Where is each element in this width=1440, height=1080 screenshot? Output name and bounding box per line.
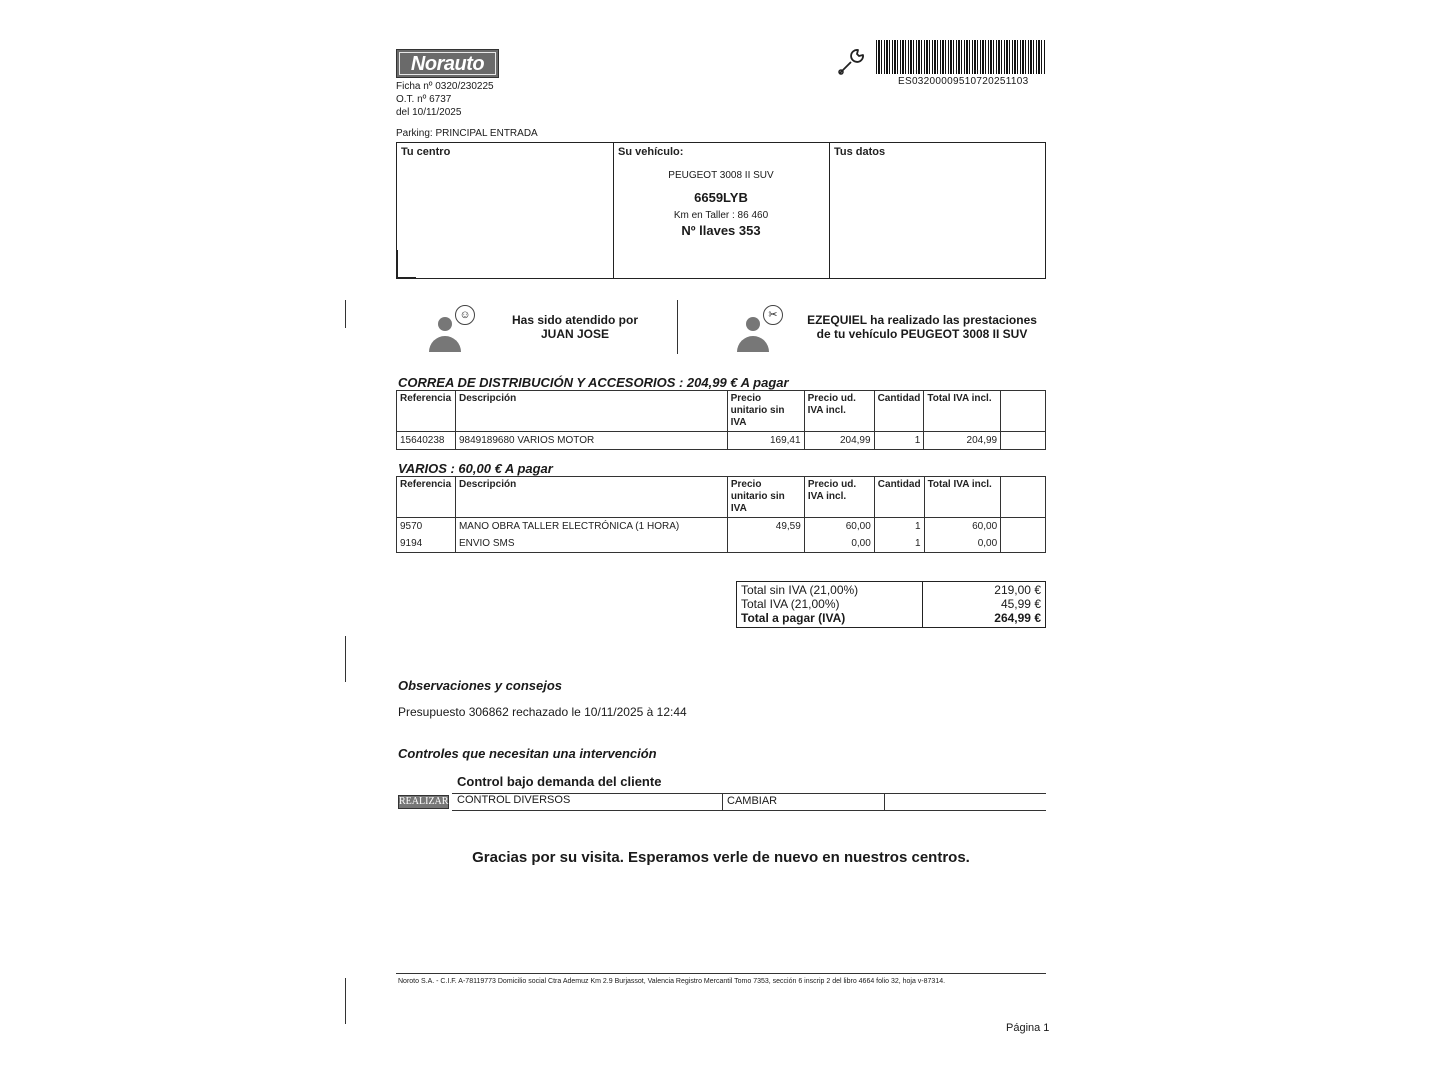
technician-avatar-icon: ✂ xyxy=(736,305,786,355)
controles-subtitle: Control bajo demanda del cliente xyxy=(457,774,662,789)
ficha-number: Ficha nº 0320/230225 xyxy=(396,81,494,92)
attended-text: Has sido atendido por JUAN JOSE xyxy=(511,313,638,341)
col-pui: Precio ud. IVA incl. xyxy=(804,391,874,432)
control-item: CONTROL DIVERSOS xyxy=(457,794,571,806)
totals-box xyxy=(736,581,1046,628)
vehiculo-label: Su vehículo: xyxy=(618,146,684,158)
total-iva-label: Total IVA (21,00%) xyxy=(741,597,840,611)
observaciones-text: Presupuesto 306862 rechazado le 10/11/2025 à 12:44 xyxy=(398,705,687,719)
col-pui: Precio ud. IVA incl. xyxy=(804,477,874,518)
scan-artifact-line xyxy=(345,636,346,682)
control-action: CAMBIAR xyxy=(727,795,778,807)
table-row: 9570 MANO OBRA TALLER ELECTRÓNICA (1 HORA) 49,59 60,00 1 60,00 xyxy=(397,518,1046,536)
col-desc: Descripción xyxy=(455,477,727,518)
total-sin-iva-label: Total sin IVA (21,00%) xyxy=(741,583,859,597)
col-desc: Descripción xyxy=(455,391,727,432)
staff-divider xyxy=(677,300,678,354)
closing-message: Gracias por su visita. Esperamos verle de nuevo en nuestros centros. xyxy=(472,849,970,866)
scan-artifact-line xyxy=(345,978,346,1024)
datos-label: Tus datos xyxy=(834,146,886,158)
barcode-number: ES03200009510720251103 xyxy=(898,76,1029,87)
total-pagar-value: 264,99 € xyxy=(994,611,1041,625)
footer-legal: Noroto S.A. - C.I.F. A-78119773 Domicilio social Ctra Ademuz Km 2.9 Burjassot, Valencia Registro Mercantil Tomo 7353, sección 6 inscrip 2 del libro 4664 folio 32, hoja v-87314. xyxy=(398,978,946,985)
col-tot: Total IVA incl. xyxy=(924,477,1001,518)
vehicle-plate: 6659LYB xyxy=(694,190,748,205)
norauto-logo xyxy=(396,49,499,78)
advisor-avatar-icon: ☺ xyxy=(428,305,478,355)
centro-label: Tu centro xyxy=(401,146,451,158)
technician-text: EZEQUIEL ha realizado las prestaciones de tu vehículo PEUGEOT 3008 II SUV xyxy=(807,313,1037,341)
barcode xyxy=(876,40,1046,74)
table-row: 15640238 9849189680 VARIOS MOTOR 169,41 204,99 1 204,99 xyxy=(397,432,1046,450)
vehicle-km: Km en Taller : 86 460 xyxy=(673,210,769,221)
keys-number: Nº llaves 353 xyxy=(681,223,761,238)
col-qty: Cantidad xyxy=(874,477,924,518)
realizar-button[interactable]: REALIZAR xyxy=(399,796,449,807)
section-varios-title: VARIOS : 60,00 € A pagar xyxy=(398,461,553,476)
col-ref: Referencia xyxy=(397,477,456,518)
section-correa-title: CORREA DE DISTRIBUCIÓN Y ACCESORIOS : 204,99 € A pagar xyxy=(398,375,789,390)
total-pagar-label: Total a pagar (IVA) xyxy=(741,611,846,625)
col-qty: Cantidad xyxy=(874,391,924,432)
section-varios-table xyxy=(396,476,1046,553)
col-ref: Referencia xyxy=(397,391,456,432)
total-sin-iva-value: 219,00 € xyxy=(994,583,1041,597)
observaciones-title: Observaciones y consejos xyxy=(398,678,563,693)
parking-info: Parking: PRINCIPAL ENTRADA xyxy=(396,128,538,139)
redacted-area xyxy=(400,175,610,277)
col-pu: Precio unitario sin IVA xyxy=(727,391,804,432)
page-number: Página 1 xyxy=(1006,1022,1050,1034)
controles-title: Controles que necesitan una intervención xyxy=(398,746,657,761)
total-iva-value: 45,99 € xyxy=(1000,597,1041,611)
scan-artifact-line xyxy=(345,300,346,328)
section-correa-table xyxy=(396,390,1046,450)
table-row: 9194 ENVIO SMS 0,00 1 0,00 xyxy=(397,535,1046,553)
col-tot: Total IVA incl. xyxy=(924,391,1001,432)
vehicle-model: PEUGEOT 3008 II SUV xyxy=(668,170,774,181)
ot-number: O.T. nº 6737 xyxy=(396,94,452,105)
wrench-icon xyxy=(836,47,866,77)
col-pu: Precio unitario sin IVA xyxy=(727,477,804,518)
brand-name: Norauto xyxy=(399,52,496,75)
order-date: del 10/11/2025 xyxy=(396,107,462,118)
footer-divider xyxy=(396,973,1046,974)
